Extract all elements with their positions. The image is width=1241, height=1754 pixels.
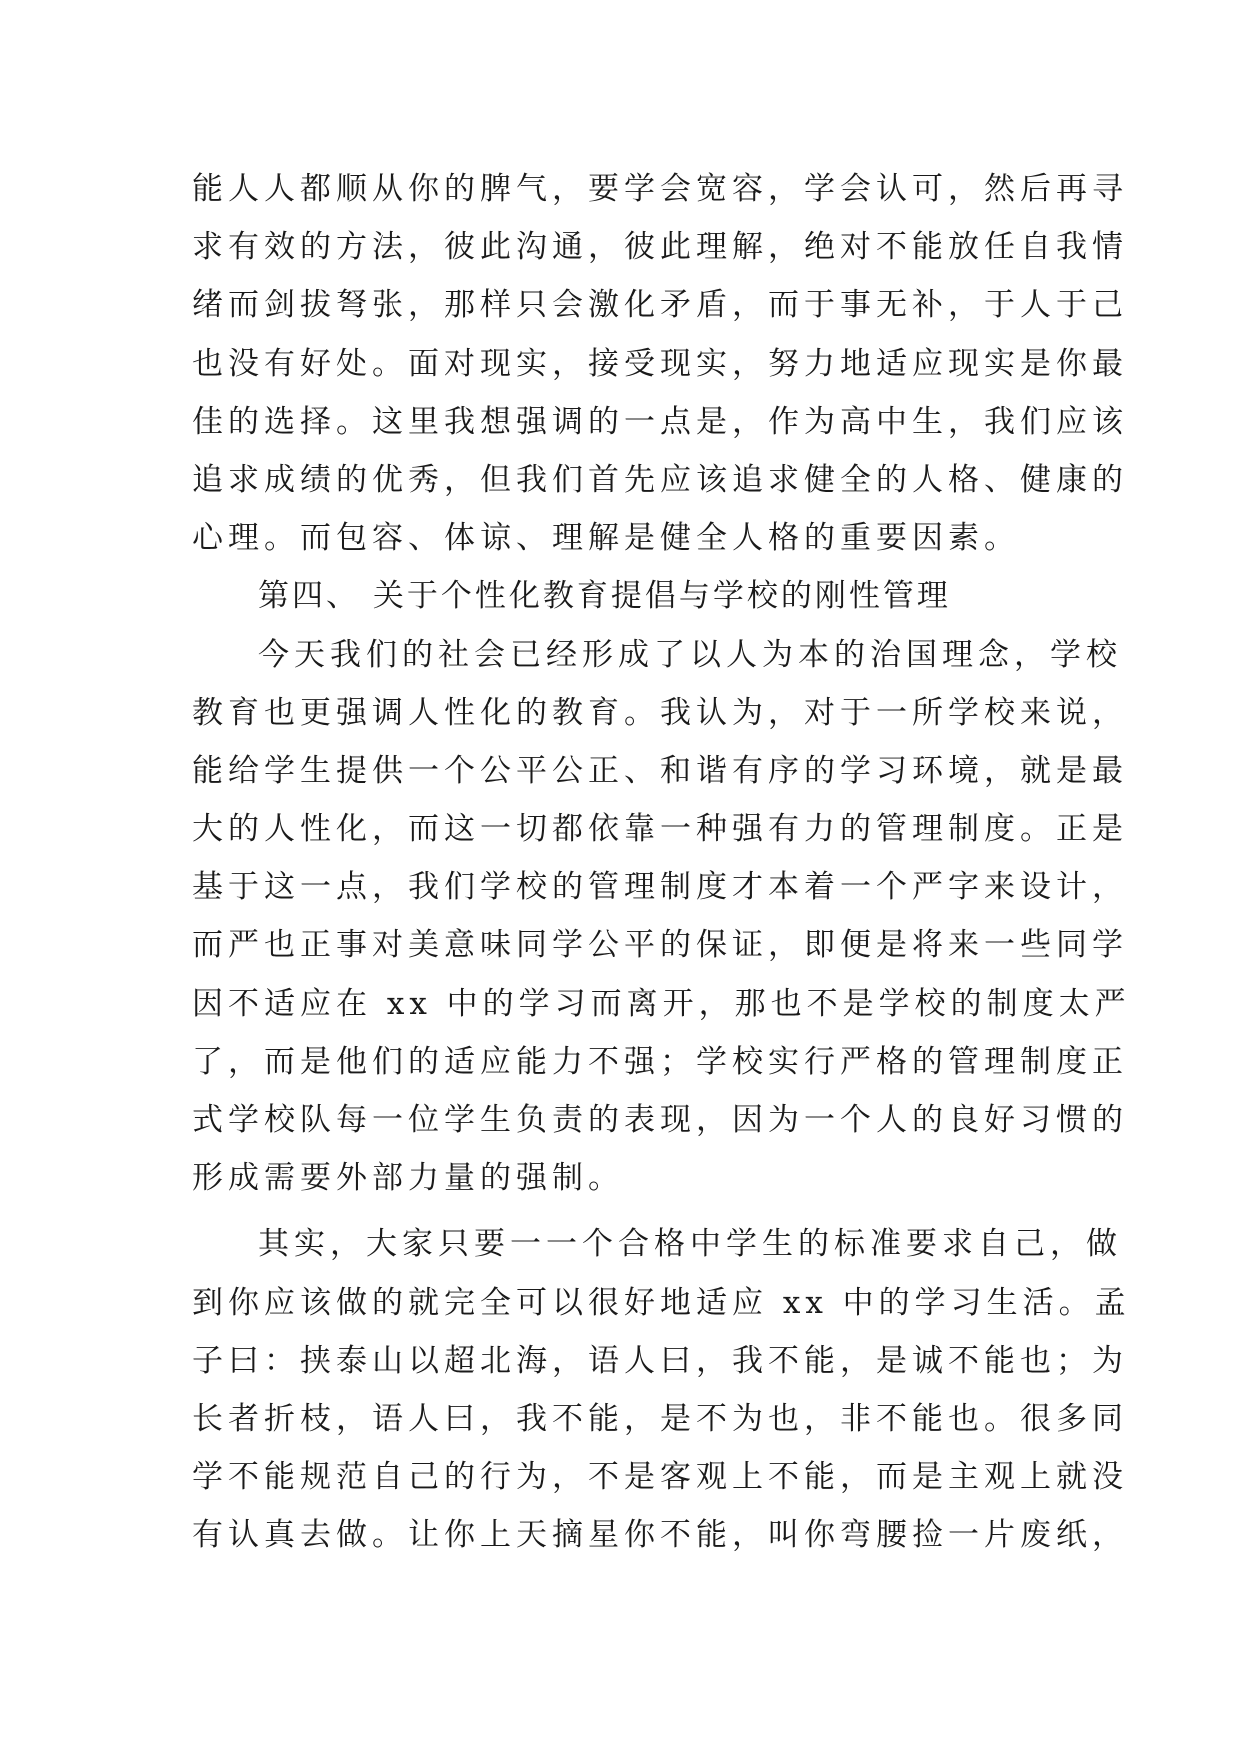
paragraph-line: 到你应该做的就完全可以很好地适应 xx 中的学习生活。孟	[192, 1284, 1131, 1321]
paragraph-line: 学不能规范自己的行为，不是客观上不能，而是主观上就没	[192, 1459, 1128, 1496]
paragraph-line: 基于这一点，我们学校的管理制度才本着一个严字来设计，	[192, 869, 1128, 906]
paragraph-line: 有认真去做。让你上天摘星你不能，叫你弯腰捡一片废纸，	[192, 1517, 1128, 1554]
paragraph-line: 教育也更强调人性化的教育。我认为，对于一所学校来说，	[192, 694, 1128, 731]
paragraph-line: 大的人性化，而这一切都依靠一种强有力的管理制度。正是	[192, 811, 1128, 848]
paragraph	[192, 626, 1131, 1208]
paragraph-line: 其实，大家只要一一个合格中学生的标准要求自己，做	[258, 1226, 1122, 1263]
paragraph	[192, 1215, 1131, 1564]
paragraph	[192, 160, 1128, 567]
heading-text: 第四、 关于个性化教育提倡与学校的刚性管理	[258, 578, 951, 615]
paragraph-line: 能给学生提供一个公平公正、和谐有序的学习环境，就是最	[192, 752, 1128, 789]
document-body	[192, 160, 1131, 1565]
paragraph-line: 能人人都顺从你的脾气，要学会宽容，学会认可，然后再寻	[192, 171, 1128, 207]
paragraph-line: 了，而是他们的适应能力不强；学校实行严格的管理制度正	[192, 1043, 1128, 1080]
paragraph-line: 绪而剑拔弩张，那样只会激化矛盾，而于事无补，于人于己	[192, 287, 1128, 324]
paragraph-line: 因不适应在 xx 中的学习而离开，那也不是学校的制度太严	[192, 985, 1131, 1022]
paragraph-line: 子曰：挟泰山以超北海，语人曰，我不能，是诚不能也；为	[192, 1342, 1128, 1379]
paragraph-line: 式学校队每一位学生负责的表现，因为一个人的良好习惯的	[192, 1102, 1128, 1138]
paragraph-line: 而严也正事对美意味同学公平的保证，即便是将来一些同学	[192, 927, 1128, 964]
paragraph-line: 形成需要外部力量的强制。	[192, 1160, 624, 1197]
paragraph-line: 今天我们的社会已经形成了以人为本的治国理念，学校	[258, 636, 1122, 673]
paragraph-line: 求有效的方法，彼此沟通，彼此理解，绝对不能放任自我情	[192, 229, 1128, 266]
paragraph-line: 佳的选择。这里我想强调的一点是，作为高中生，我们应该	[192, 403, 1128, 440]
paragraph-line: 长者折枝，语人曰，我不能，是不为也，非不能也。很多同	[192, 1400, 1128, 1437]
paragraph-line: 也没有好处。面对现实，接受现实，努力地适应现实是你最	[192, 345, 1128, 382]
section-heading	[192, 567, 1052, 625]
paragraph-line: 追求成绩的优秀，但我们首先应该追求健全的人格、健康的	[192, 461, 1128, 498]
paragraph-line: 心理。而包容、体谅、理解是健全人格的重要因素。	[192, 520, 1020, 557]
